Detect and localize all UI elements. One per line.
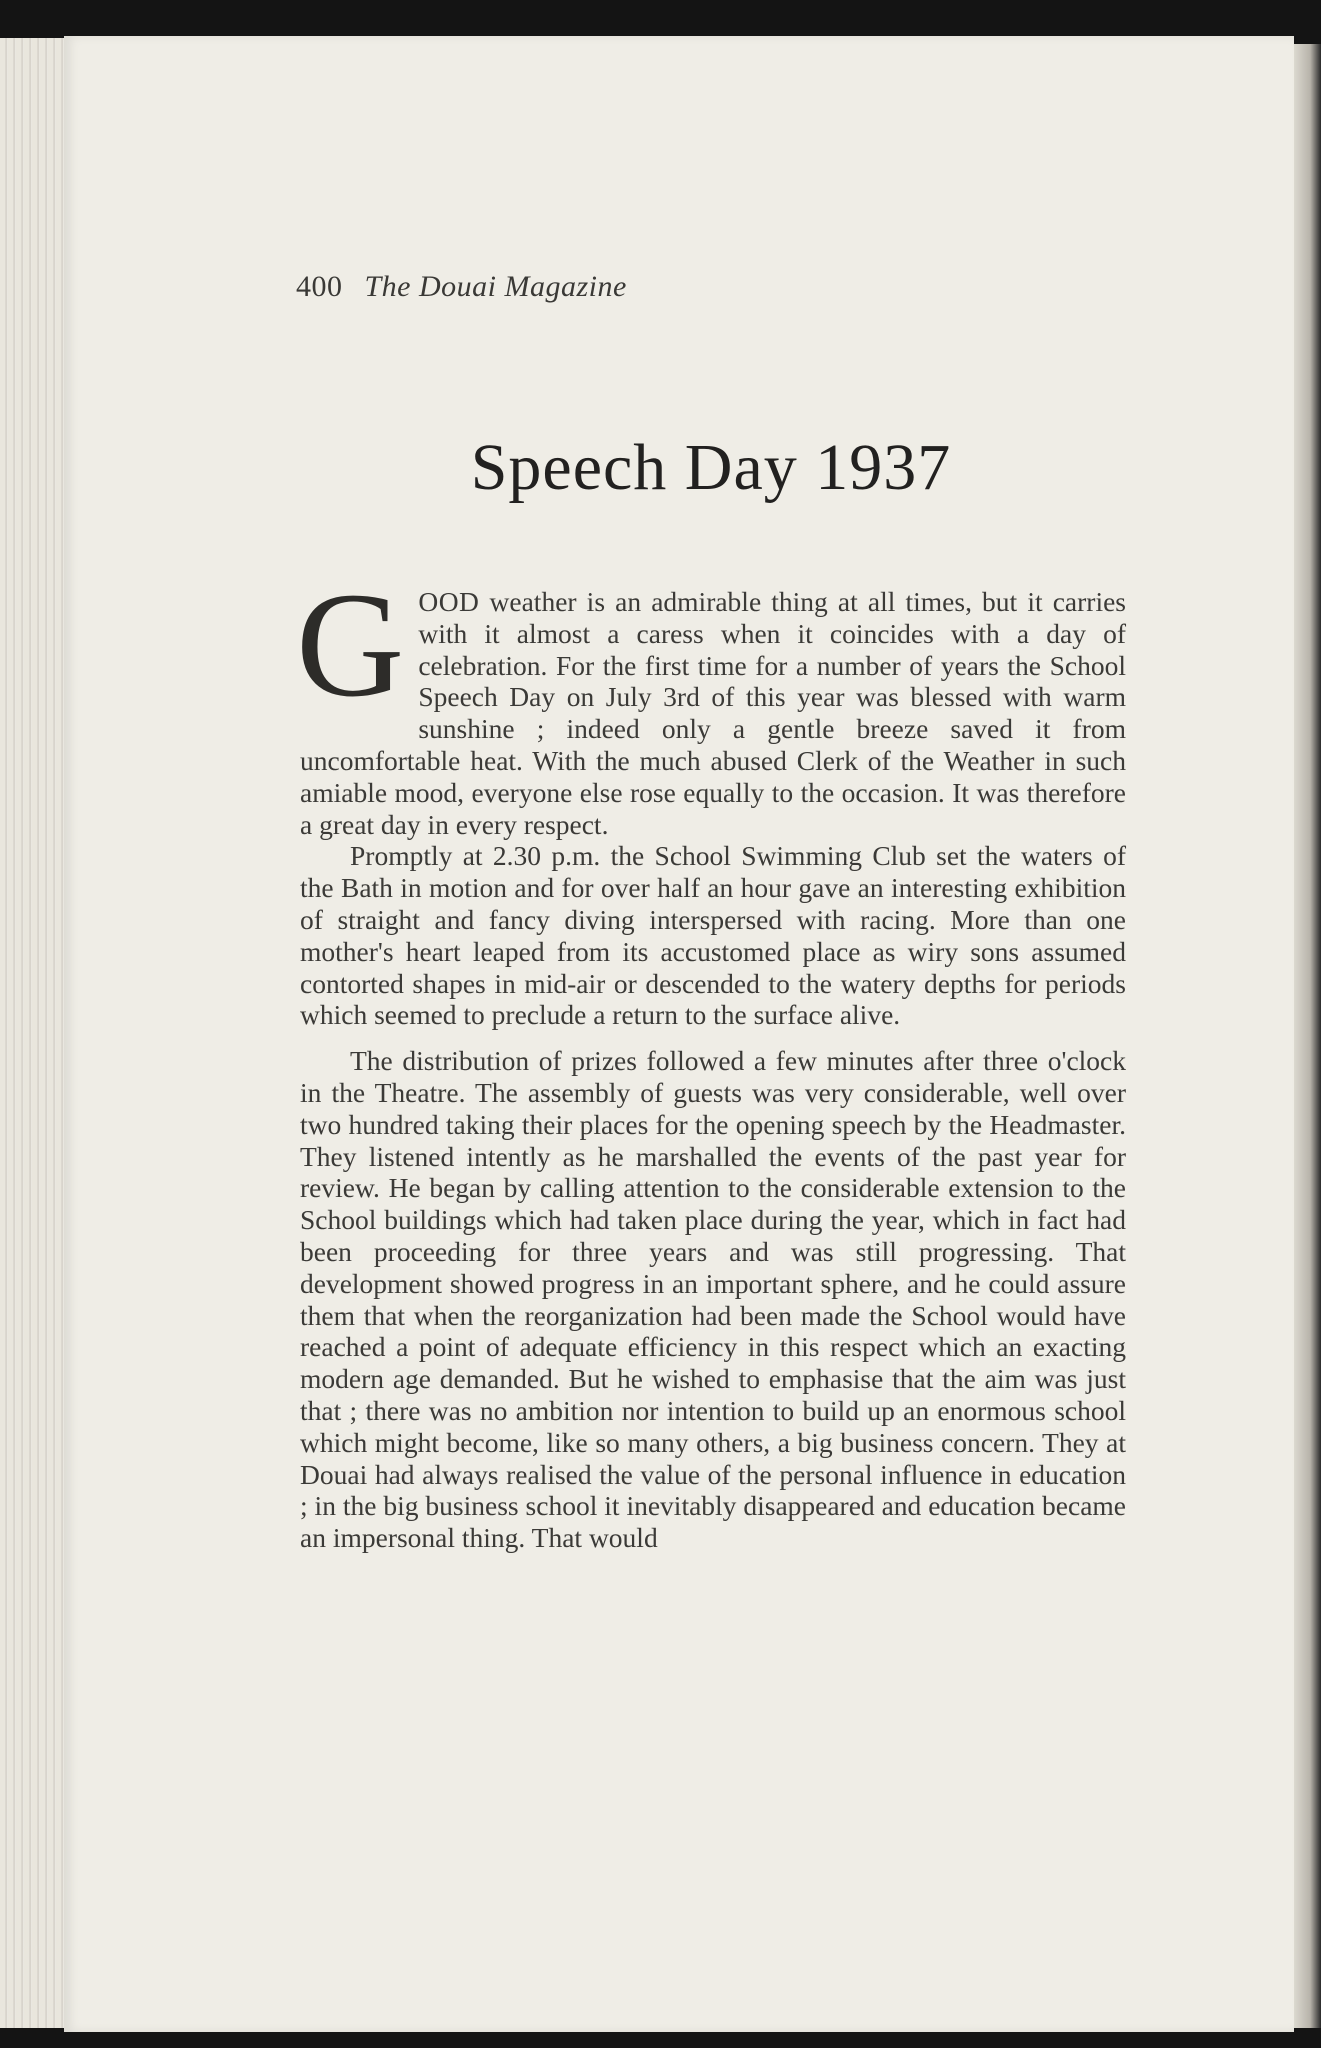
- article-body: [296, 562, 1126, 1554]
- paragraph-2: Promptly at 2.30 p.m. the School Swimming Club set the waters of the Bath in motion and for over half an hour gave an interesting exhibition of straight and fancy diving interspersed with racing. More than one mother's heart leaped from its accustomed place as wiry sons assumed contorted shapes in mid-air or descended to the watery depths for periods which seemed to preclude a return to the surface alive.: [300, 840, 1126, 1031]
- drop-cap: G: [296, 562, 405, 728]
- running-head: [296, 270, 627, 304]
- paragraph-3: The distribution of prizes followed a few minutes after three o'clock in the Theatre. The assembly of guests was very considerable, well over two hundred taking their places for the opening speech by the Headmaster. They listened intently as he marshalled the events of the past year for review. He began by calling attention to the considerable extension to the School buildings which had taken place during the year, which in fact had been proceeding for three years and was still progressing. That development showed progress in an important sphere, and he could assure them that when the reorganization had been made the School would have reached a point of adequate efficiency in this respect which an exacting modern age demanded. But he wished to emphasise that the aim was just that ; there was no ambition nor intention to build up an enormous school which might become, like so many others, a big business concern. They at Douai had always realised the value of the personal influence in education ; in the big business school it inevitably disappeared and education became an impersonal thing. That would: [300, 1045, 1126, 1554]
- lead-word: OOD: [418, 586, 480, 617]
- binding-edge: [1294, 44, 1321, 2028]
- article-title: Speech Day 1937: [470, 431, 952, 504]
- paragraph-1-text: weather is an admirable thing at all times, but it carries with it almost a caress when it coincides with a day of celebration. For the first time for a number of years the School Speech Day on July 3rd of this year was blessed with warm sunshine ; indeed only a gentle breeze saved it from uncomfortable heat. With the much abused Clerk of the Weather in such amiable mood, everyone else rose equally to the occasion. It was therefore a great day in every respect.: [300, 586, 1126, 840]
- page-stack-edge: [0, 38, 70, 2028]
- paragraph-1: [296, 562, 1126, 840]
- magazine-title: The Douai Magazine: [364, 270, 627, 303]
- page-number: 400: [296, 270, 343, 303]
